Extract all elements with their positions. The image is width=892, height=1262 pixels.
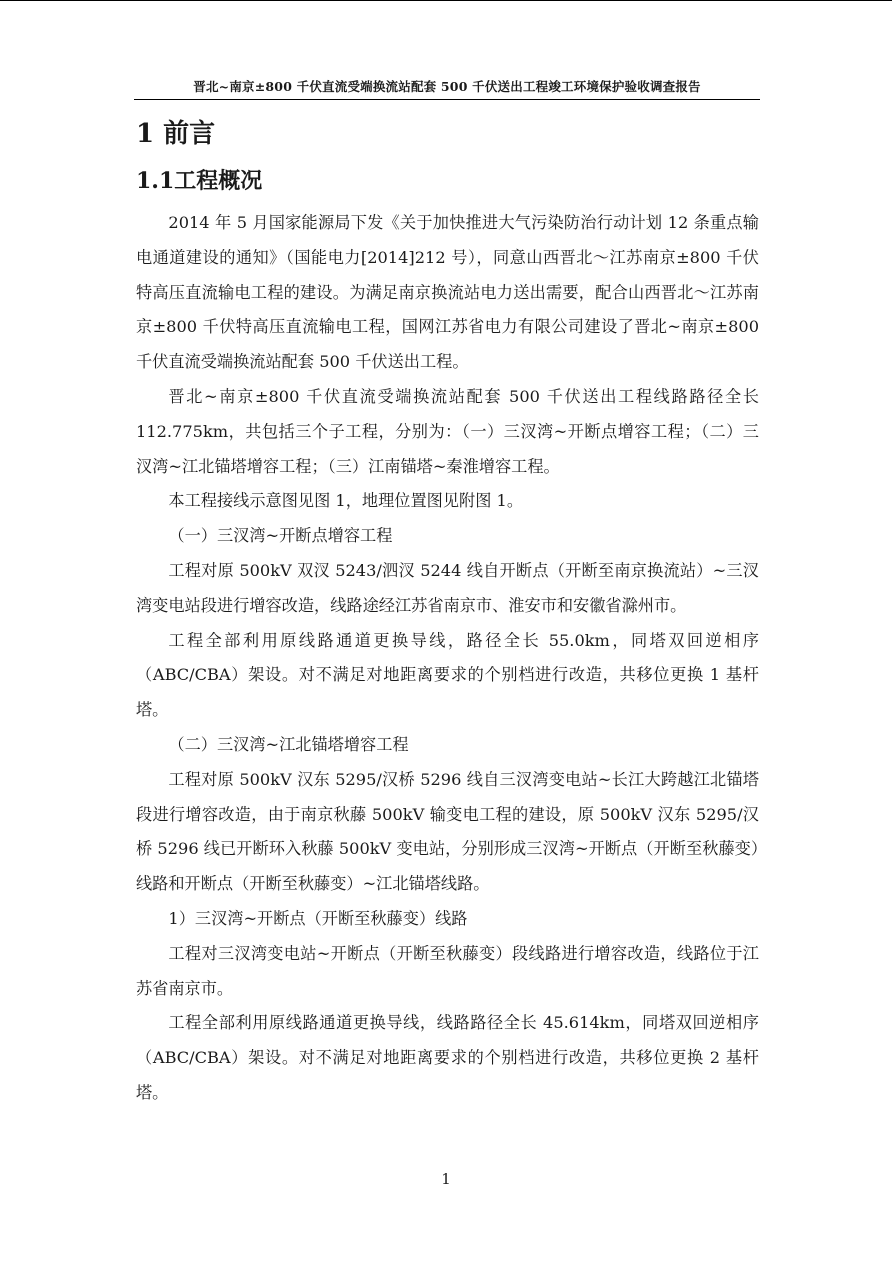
page-top-border [0,0,892,1]
paragraph: 2014 年 5 月国家能源局下发《关于加快推进大气污染防治行动计划 12 条重点输电通道建设的通知》（国能电力[2014]212 号），同意山西晋北～江苏南京±800 千伏特高压直流输电工程的建设。为满足南京换流站电力送出需要，配合山西晋北～江苏南京±800 千伏特高压直流输电工程，国网江苏省电力有限公司建设了晋北~南京±800 千伏直流受端换流站配套 500 千伏送出工程。 [136,213,759,372]
subsection-label: （二）三汊湾~江北锚塔增容工程 [168,734,409,754]
paragraph: 工程全部利用原线路通道更换导线，线路路径全长 45.614km，同塔双回逆相序（ABC/CBA）架设。对不满足对地距离要求的个别档进行改造，共移位更换 2 基杆塔。 [136,1013,759,1102]
section-heading: 1.1工程概况 [136,168,263,194]
paragraph: 工程全部利用原线路通道更换导线，路径全长 55.0km，同塔双回逆相序（ABC/CBA）架设。对不满足对地距离要求的个别档进行改造，共移位更换 1 基杆塔。 [136,630,759,720]
subsection-label: （一）三汊湾~开断点增容工程 [168,526,393,546]
paragraph: 晋北~南京±800 千伏直流受端换流站配套 500 千伏送出工程线路路径全长 112.775km，共包括三个子工程，分别为：（一）三汊湾~开断点增容工程；（二）三汊湾~江北锚塔增容工程；（三）江南锚塔~秦淮增容工程。 [136,386,759,476]
subsection-label: 1）三汊湾~开断点（开断至秋藤变）线路 [168,908,468,928]
paragraph: 工程对原 500kV 汉东 5295/汉桥 5296 线自三汊湾变电站~长江大跨越江北锚塔段进行增容改造，由于南京秋藤 500kV 输变电工程的建设，原 500kV 汉东 5295/汉桥 5296 线已开断环入秋藤 500kV 变电站，分别形成三汊湾~开断点（开断至秋藤变）线路和开断点（开断至秋藤变）~江北锚塔线路。 [136,769,759,894]
body-text [136,206,759,1111]
paragraph: 本工程接线示意图见图 1，地理位置图见附图 1。 [168,491,524,511]
paragraph: 工程对三汊湾变电站~开断点（开断至秋藤变）段线路进行增容改造，线路位于江苏省南京市。 [136,943,759,998]
paragraph: 工程对原 500kV 双汊 5243/泗汊 5244 线自开断点（开断至南京换流站）~三汊湾变电站段进行增容改造，线路途经江苏省南京市、淮安市和安徽省滁州市。 [136,560,759,615]
running-header: 晋北~南京±800 千伏直流受端换流站配套 500 千伏送出工程竣工环境保护验收调查报告 [193,79,701,94]
page-number: 1 [441,1170,451,1188]
header-divider [134,99,760,100]
chapter-heading: 1 前言 [136,119,216,149]
